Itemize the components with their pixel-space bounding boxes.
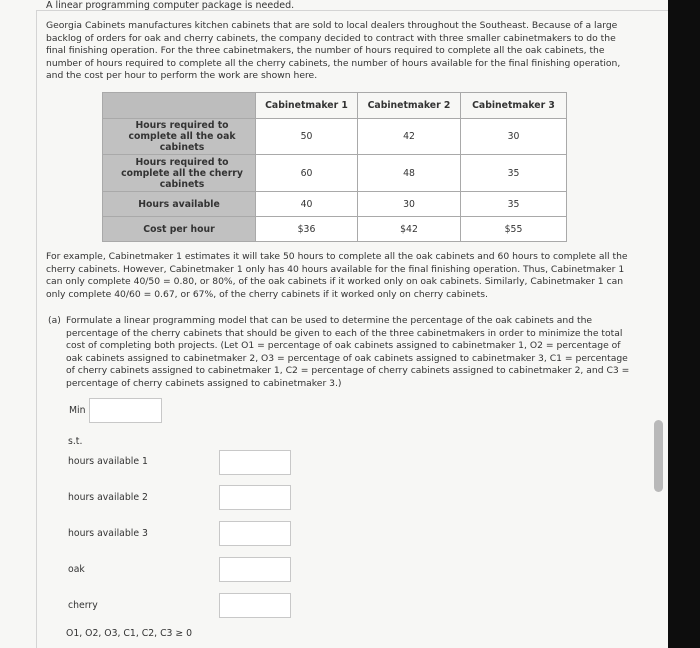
problem-description: Georgia Cabinets manufactures kitchen cabinets that are sold to local dealers throughout the Southeast. Because of a large backlog of orders for oak and cherry cabinets, the company decided to contract with three smaller cabinetmakers to do the final finishing operation. For the three cabinetmakers, the number of hours required to complete all the oak cabinets, the number of hours required to complete all the cherry cabinets, the number of hours available for the final finishing operation, and the cost per hour to perform the work are shown here. (46, 20, 621, 82)
table-row (103, 155, 567, 192)
row-header: Cost per hour (103, 217, 256, 242)
table-cell: 35 (461, 155, 567, 192)
table-cell: 35 (461, 192, 567, 217)
row-header: Hours available (103, 192, 256, 217)
constraint-input-cherry[interactable] (219, 593, 291, 618)
row-header: Hours required to complete all the cherry cabinets (103, 155, 256, 192)
example-explanation: For example, Cabinetmaker 1 estimates it will take 50 hours to complete all the oak cabinets and 60 hours to complete all the cherry cabinets. However, Cabinetmaker 1 only has 40 hours available for the final finishing operation. Thus, Cabinetmaker 1 can only complete 40/50 = 0.80, or 80%, of the oak cabinets if it worked only on oak cabinets. Similarly, Cabinetmaker 1 can only complete 40/60 = 0.67, or 67%, of the cherry cabinets if it worked only on cherry cabinets. (46, 251, 628, 300)
right-edge-bar (668, 0, 700, 648)
table-row (103, 119, 567, 155)
content-border-left (36, 10, 37, 648)
question-a (48, 315, 633, 391)
constraint-input-hours-2[interactable] (219, 485, 291, 510)
constraint-label-hours-3: hours available 3 (68, 528, 148, 539)
constraint-label-hours-1: hours available 1 (68, 456, 148, 467)
constraint-input-oak[interactable] (219, 557, 291, 582)
table-cell: 40 (256, 192, 358, 217)
table-cell: 50 (256, 119, 358, 155)
row-header: Hours required to complete all the oak cabinets (103, 119, 256, 155)
objective-input[interactable] (89, 398, 162, 423)
scrollbar-thumb[interactable] (654, 420, 663, 492)
constraint-input-hours-1[interactable] (219, 450, 291, 475)
table-cell: $36 (256, 217, 358, 242)
constraint-label-cherry: cherry (68, 600, 98, 611)
question-a-text: Formulate a linear programming model that can be used to determine the percentage of the oak cabinets and the percentage of the cherry cabinets that should be given to each of the three cabinetmakers in order to minimize the total cost of completing both projects. (Let O1 = percentage of oak cabinets assigned to cabinetmaker 1, O2 = percentage of oak cabinets assigned to cabinetmaker 2, O3 = percentage of oak cabinets assigned to cabinetmaker 3, C1 = percentage of cherry cabinets assigned to cabinetmaker 1, C2 = percentage of cherry cabinets assigned to cabinetmaker 2, and C3 = percentage of cherry cabinets assigned to cabinetmaker 3.) (66, 315, 630, 389)
constraint-label-oak: oak (68, 564, 85, 575)
table-cell: 42 (358, 119, 461, 155)
table-cell: 30 (358, 192, 461, 217)
table-row (103, 192, 567, 217)
table-header-row (103, 93, 567, 119)
constraint-input-hours-3[interactable] (219, 521, 291, 546)
st-label: s.t. (68, 436, 83, 447)
column-header: Cabinetmaker 3 (461, 93, 567, 119)
question-a-label: (a) (48, 315, 61, 326)
column-header: Cabinetmaker 2 (358, 93, 461, 119)
column-header: Cabinetmaker 1 (256, 93, 358, 119)
table-cell: 30 (461, 119, 567, 155)
nonnegativity-constraint: O1, O2, O3, C1, C2, C3 ≥ 0 (66, 628, 193, 639)
table-cell: 48 (358, 155, 461, 192)
table-cell: $55 (461, 217, 567, 242)
cabinetmaker-table (102, 92, 567, 242)
intro-text: A linear programming computer package is needed. (46, 0, 295, 11)
table-cell: $42 (358, 217, 461, 242)
table-cell: 60 (256, 155, 358, 192)
constraint-label-hours-2: hours available 2 (68, 492, 148, 503)
table-row (103, 217, 567, 242)
table-corner-cell (103, 93, 256, 119)
min-label: Min (69, 405, 86, 416)
